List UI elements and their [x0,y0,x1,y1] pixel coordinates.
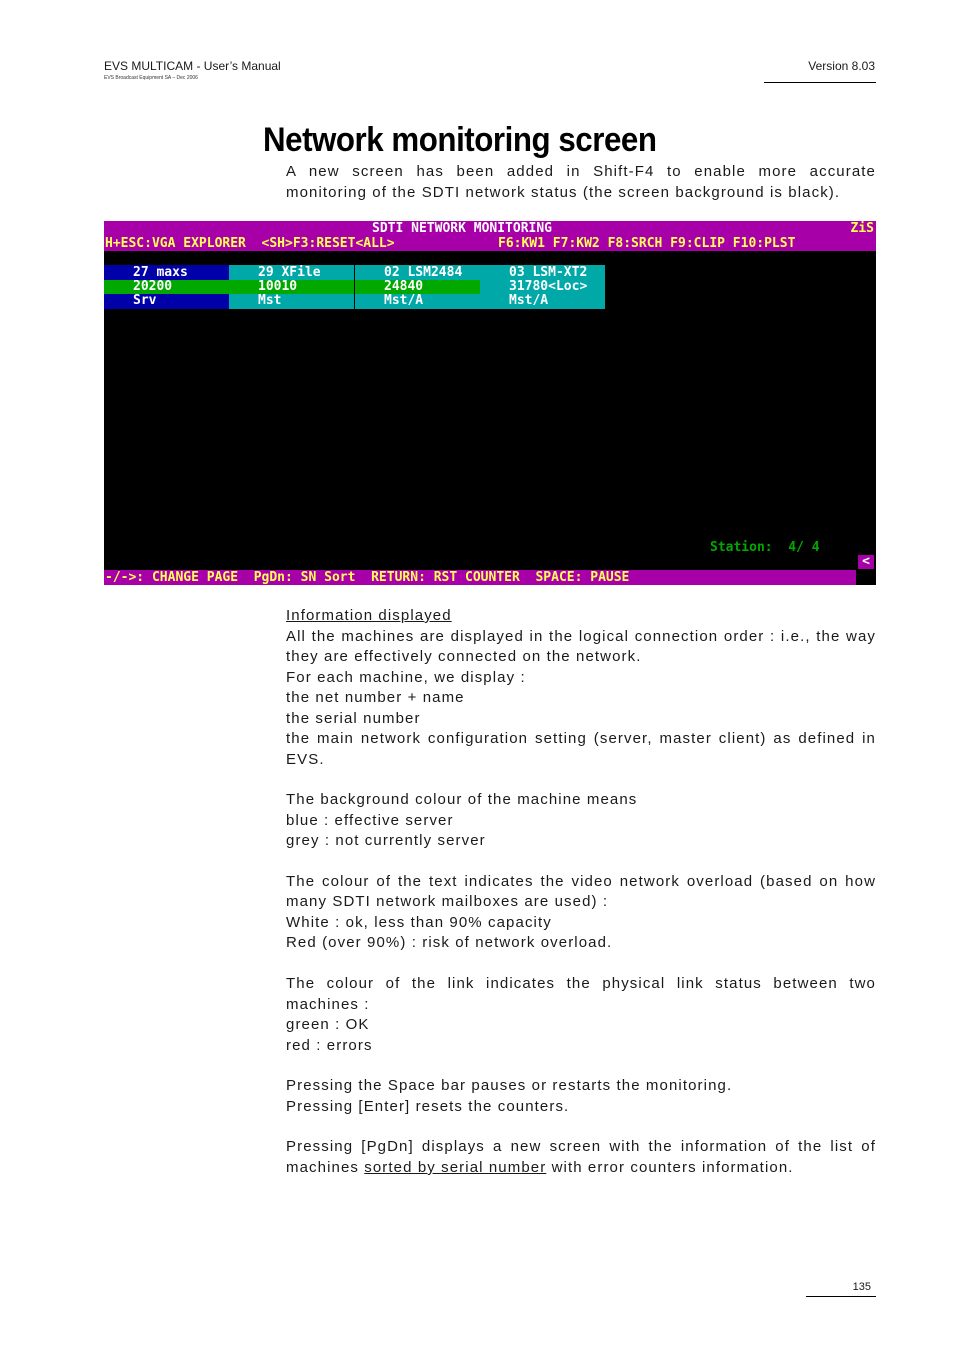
machine-box [480,265,605,309]
machine-config: Mst/A [509,293,549,308]
info-section [286,606,876,1178]
machine-box-server [104,265,229,309]
header-company-date: EVS Broadcast Equipment SA – Dec 2006 [104,75,198,81]
machine-serial: 10010 [258,279,298,294]
header-rule [764,82,876,83]
text-colour-white: White : ok, less than 90% capacity [286,913,552,931]
machine-serial: 31780<Loc> [509,279,588,294]
terminal-title: SDTI NETWORK MONITORING [372,221,553,236]
info-heading: Information displayed [286,607,452,624]
machine-config: Srv [133,293,157,308]
intro-paragraph: A new screen has been added in Shift-F4 to enable more accurate monitoring of the SDTI network status (the screen background is black). [286,163,876,201]
info-item-serial: the serial number [286,709,421,727]
left-arrow-icon: < [858,555,874,569]
machine-config: Mst/A [384,293,424,308]
fkeys-right: F6:KW1 F7:KW2 F8:SRCH F9:CLIP F10:PLST [498,236,796,251]
terminal-title-bar [104,221,876,236]
text-colour-intro: The colour of the text indicates the video network overload (based on how many SDTI network mailboxes are used) : [286,872,876,911]
sorted-by-serial-link: sorted by serial number [364,1158,547,1176]
header-version: Version 8.03 [808,59,875,73]
station-counter: Station: 4/ 4 [710,540,820,555]
header-manual-title: EVS MULTICAM - User’s Manual [104,59,281,73]
space-bar-note: Pressing the Space bar pauses or restarts the monitoring. [286,1077,733,1095]
link-colour-intro: The colour of the link indicates the physical link status between two machines : [286,975,876,1013]
page-title: Network monitoring screen [263,121,657,159]
machine-box [355,265,480,309]
footer-rule [806,1296,876,1297]
machine-serial: 20200 [133,279,173,294]
sdti-monitoring-screenshot [104,221,876,585]
info-item-net-number: the net number + name [286,689,465,706]
machine-name: 27 maxs [133,265,188,280]
machine-box [229,265,354,309]
machine-serial: 24840 [384,279,424,294]
pgdn-note [286,1137,876,1178]
bg-colour-blue: blue : effective server [286,811,454,829]
text-colour-red: Red (over 90%) : risk of network overload. [286,934,613,952]
link-colour-red: red : errors [286,1036,373,1054]
fkeys-left: H+ESC:VGA EXPLORER <SH>F3:RESET<ALL> [105,236,395,251]
info-display-intro: For each machine, we display : [286,668,526,686]
enter-note: Pressing [Enter] resets the counters. [286,1097,570,1115]
machine-name: 02 LSM2484 [384,265,463,280]
link-colour-green: green : OK [286,1016,370,1034]
terminal-function-keys [104,236,876,251]
info-order-paragraph: All the machines are displayed in the logical connection order : i.e., the way they are effectively connected on the network. [286,627,876,665]
bg-colour-intro: The background colour of the machine means [286,791,638,809]
pgdn-text-end: with error counters information. [546,1158,794,1176]
bg-colour-grey: grey : not currently server [286,832,486,850]
page-number: 135 [852,1281,871,1293]
machine-config: Mst [258,293,282,308]
pgdn-text: Pressing [PgDn] displays a new screen with the information of the list of machines [286,1138,876,1176]
machine-name: 03 LSM-XT2 [509,265,588,280]
status-bar-text: -/->: CHANGE PAGE PgDn: SN Sort RETURN: RST COUNTER SPACE: PAUSE [105,570,630,585]
machine-name: 29 XFile [258,265,321,280]
info-item-config: the main network configuration setting (server, master client) as defined in EVS. [286,730,876,768]
terminal-corner-label: ZiS [850,221,874,236]
terminal-status-bar [104,570,856,585]
